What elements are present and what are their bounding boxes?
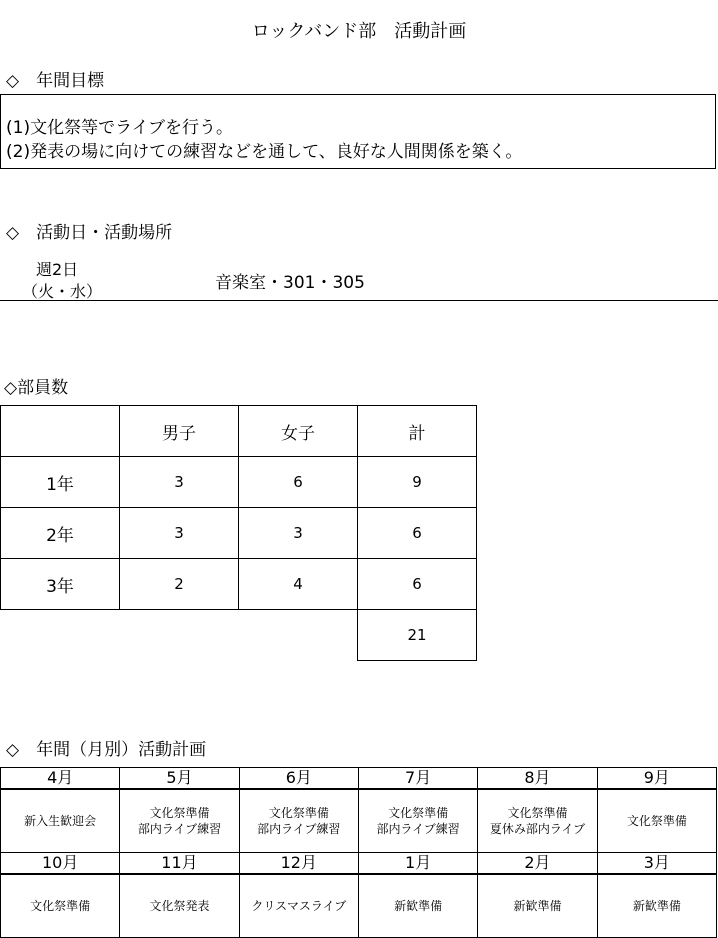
month-cell: 4月	[1, 768, 120, 790]
plan-row	[1, 789, 717, 853]
male-count: 3	[120, 457, 239, 508]
month-row	[1, 768, 717, 790]
members-col-total: 計	[358, 406, 477, 457]
female-count: 4	[239, 559, 358, 610]
total-count: 6	[358, 559, 477, 610]
male-count: 3	[120, 508, 239, 559]
grade-cell: 3年	[1, 559, 120, 610]
plan-cell: 新歓準備	[478, 874, 597, 938]
members-heading: ◇部員数	[4, 378, 69, 398]
plan-cell: 新歓準備	[597, 874, 716, 938]
grand-total-row	[1, 610, 477, 661]
activity-days: 週2日	[36, 260, 79, 279]
monthly-heading: ◇ 年間（月別）活動計画	[6, 740, 207, 760]
plan-cell: 文化祭準備 夏休み部内ライブ	[478, 789, 597, 853]
members-col-female: 女子	[239, 406, 358, 457]
members-header-row	[1, 406, 477, 457]
female-count: 6	[239, 457, 358, 508]
month-cell: 2月	[478, 853, 597, 875]
page-title: ロックバンド部 活動計画	[251, 21, 467, 42]
month-row	[1, 853, 717, 875]
month-cell: 7月	[358, 768, 477, 790]
month-cell: 8月	[478, 768, 597, 790]
members-col-male: 男子	[120, 406, 239, 457]
activity-divider	[0, 300, 718, 301]
members-table	[0, 405, 477, 661]
month-cell: 9月	[597, 768, 716, 790]
goals-heading: ◇ 年間目標	[6, 71, 105, 91]
activity-heading: ◇ 活動日・活動場所	[6, 223, 173, 243]
month-cell: 12月	[239, 853, 358, 875]
plan-row	[1, 874, 717, 938]
grand-total: 21	[358, 610, 477, 661]
plan-cell: 文化祭準備 部内ライブ練習	[358, 789, 477, 853]
month-cell: 5月	[120, 768, 239, 790]
plan-cell: 新入生歓迎会	[1, 789, 120, 853]
total-count: 6	[358, 508, 477, 559]
male-count: 2	[120, 559, 239, 610]
month-cell: 11月	[120, 853, 239, 875]
table-row	[1, 508, 477, 559]
female-count: 3	[239, 508, 358, 559]
plan-cell: 文化祭準備 部内ライブ練習	[120, 789, 239, 853]
plan-cell: 文化祭準備	[597, 789, 716, 853]
members-col-grade	[1, 406, 120, 457]
grade-cell: 1年	[1, 457, 120, 508]
plan-cell: 文化祭発表	[120, 874, 239, 938]
plan-cell: 文化祭準備 部内ライブ練習	[239, 789, 358, 853]
table-row	[1, 457, 477, 508]
total-count: 9	[358, 457, 477, 508]
table-row	[1, 559, 477, 610]
month-cell: 10月	[1, 853, 120, 875]
plan-cell: クリスマスライブ	[239, 874, 358, 938]
activity-place: 音楽室・301・305	[215, 273, 365, 293]
monthly-plan-table	[0, 767, 717, 938]
month-cell: 6月	[239, 768, 358, 790]
goal-item-2: (2)発表の場に向けての練習などを通して、良好な人間関係を築く。	[6, 142, 523, 162]
plan-cell: 新歓準備	[358, 874, 477, 938]
grade-cell: 2年	[1, 508, 120, 559]
plan-cell: 文化祭準備	[1, 874, 120, 938]
month-cell: 1月	[358, 853, 477, 875]
goal-item-1: (1)文化祭等でライブを行う。	[6, 118, 234, 138]
activity-days-weekdays: （火・水）	[22, 282, 103, 301]
month-cell: 3月	[597, 853, 716, 875]
